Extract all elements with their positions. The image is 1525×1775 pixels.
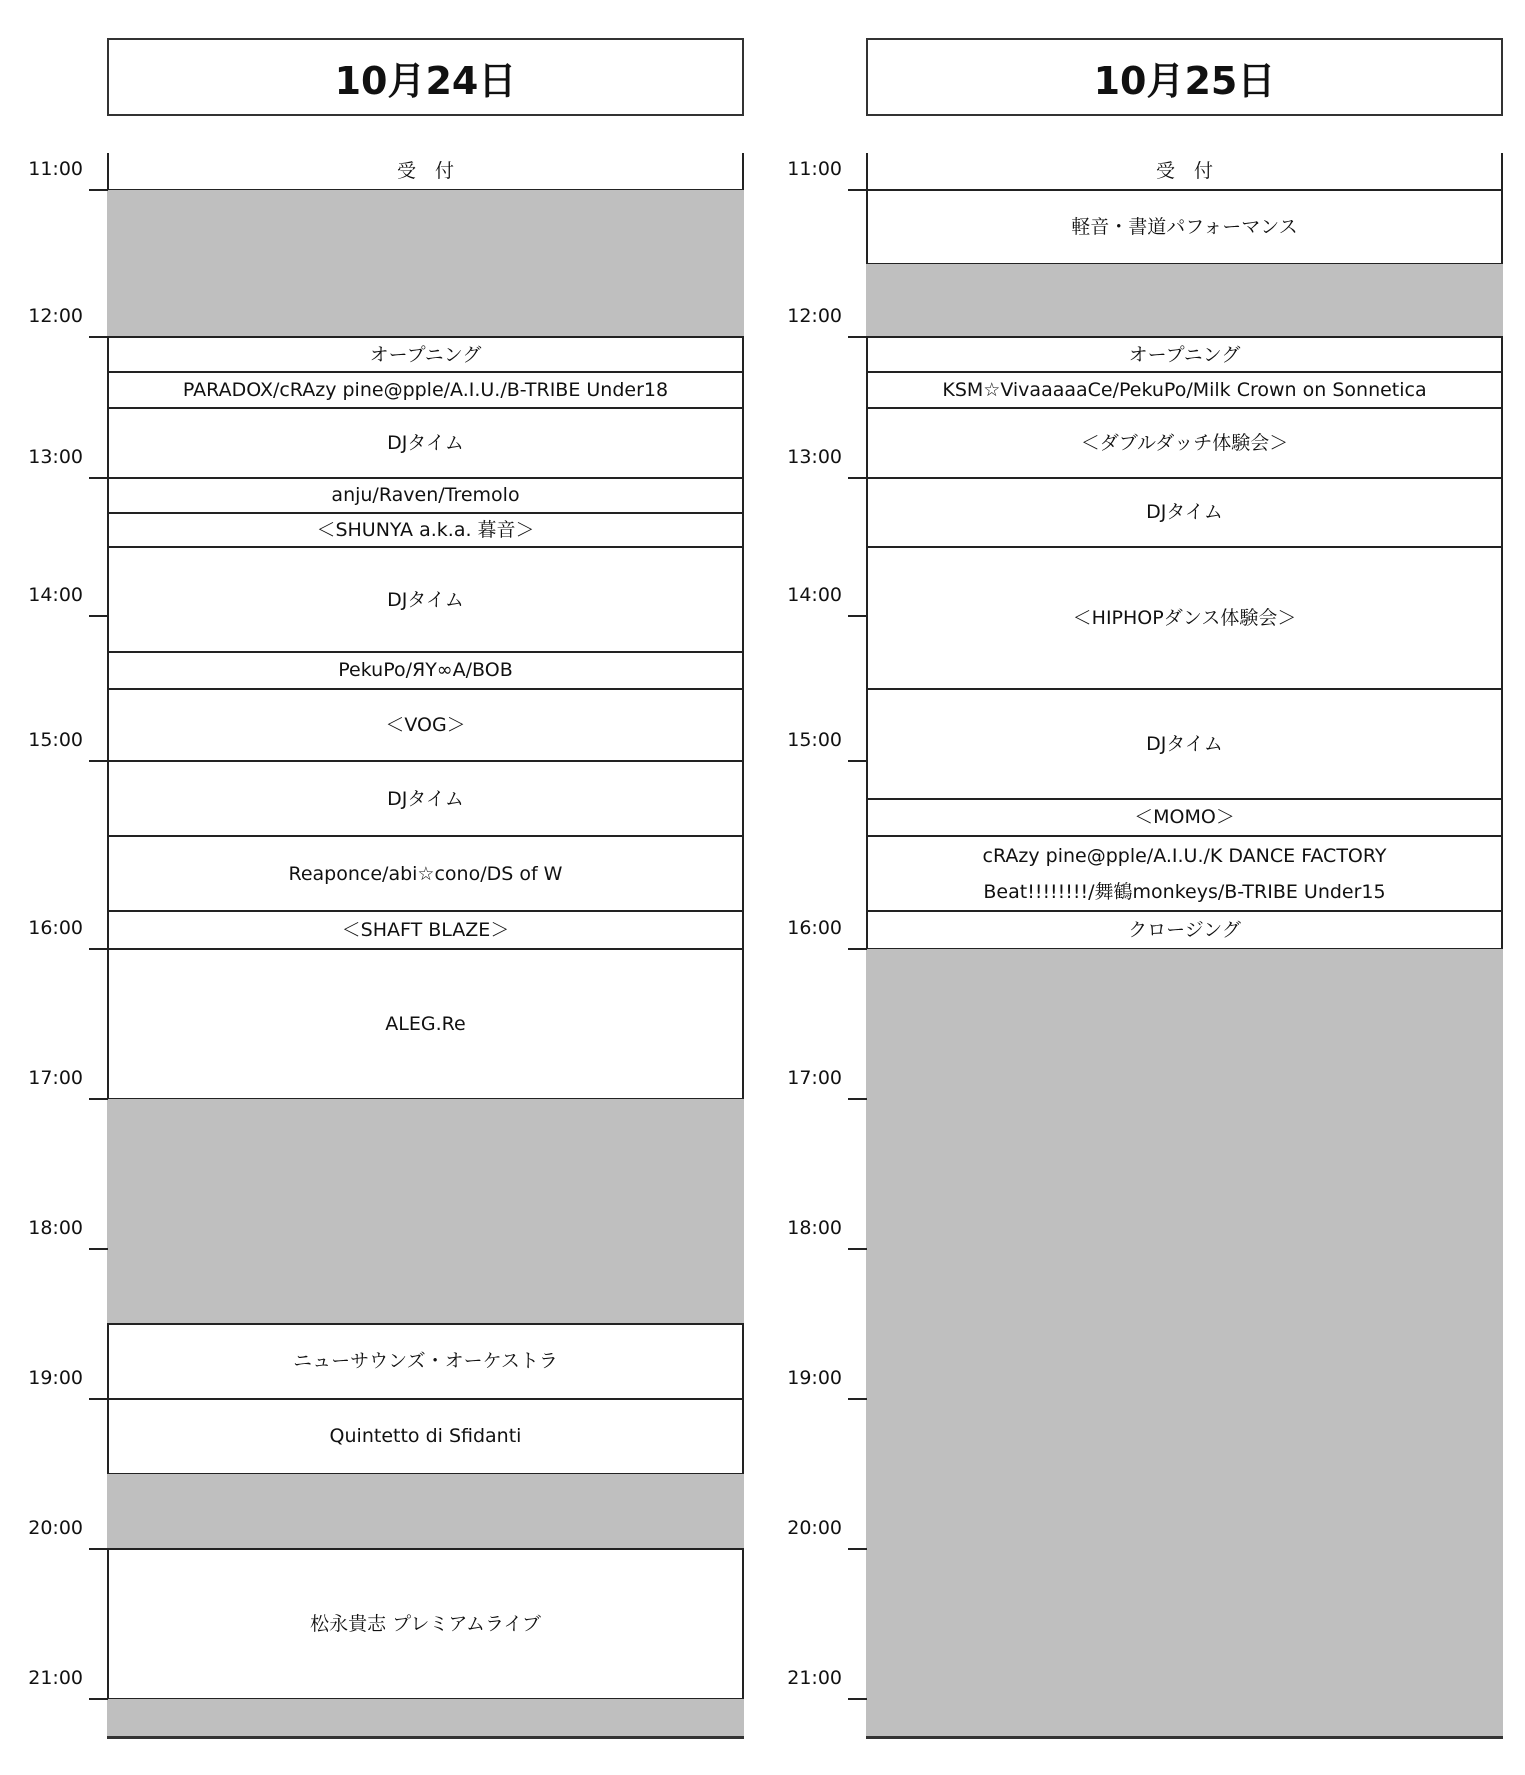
hour-tick [89, 1098, 108, 1100]
hour-label: 15:00 [787, 729, 842, 751]
hour-tick [848, 760, 867, 762]
day-header [866, 38, 1503, 116]
schedule-slot [107, 761, 744, 836]
slot-label: cRAzy pine@pple/A.I.U./K DANCE FACTORY [982, 844, 1387, 867]
unscheduled-slot [107, 1099, 744, 1324]
hour-label: 21:00 [787, 1667, 842, 1689]
hour-label: 21:00 [28, 1667, 83, 1689]
schedule-slot [866, 836, 1503, 911]
hour-tick [848, 948, 867, 950]
slot-label: ALEG.Re [385, 1012, 466, 1035]
schedule-slot [866, 153, 1503, 190]
hour-label: 15:00 [28, 729, 83, 751]
schedule-slot [107, 1324, 744, 1399]
unscheduled-slot [866, 264, 1503, 338]
schedule-slot [866, 408, 1503, 479]
slot-label: PekuPo/ЯY∞A/BOB [338, 659, 513, 682]
hour-label: 13:00 [28, 446, 83, 468]
slot-label: ＜SHAFT BLAZE＞ [341, 919, 510, 942]
hour-label: 17:00 [787, 1067, 842, 1089]
hour-label: 20:00 [28, 1517, 83, 1539]
slot-label: オープニング [1128, 343, 1241, 366]
timeline [866, 153, 1503, 1737]
schedule-slot [107, 1399, 744, 1474]
hour-label: 20:00 [787, 1517, 842, 1539]
slot-label: DJタイム [387, 787, 464, 810]
slot-label: Quintetto di Sfidanti [329, 1425, 522, 1448]
hour-tick [89, 615, 108, 617]
hour-label: 19:00 [787, 1367, 842, 1389]
schedule-slot [107, 478, 744, 513]
hour-label: 11:00 [787, 158, 842, 180]
slot-label: 軽音・書道パフォーマンス [1071, 215, 1298, 238]
slot-label: anju/Raven/Tremolo [331, 484, 520, 507]
hour-tick [89, 1248, 108, 1250]
schedule-slot [107, 513, 744, 548]
unscheduled-slot [107, 1474, 744, 1549]
hour-label: 17:00 [28, 1067, 83, 1089]
schedule-slot [866, 799, 1503, 837]
slot-label: DJタイム [387, 588, 464, 611]
slot-label: クロージング [1128, 919, 1241, 942]
timeline [107, 153, 744, 1737]
schedule-slot [107, 337, 744, 372]
slot-label: ＜HIPHOPダンス体験会＞ [1072, 606, 1297, 629]
slot-label: 受 付 [396, 160, 454, 183]
schedule-slot [107, 1549, 744, 1699]
hour-tick [89, 336, 108, 338]
slot-label: 受 付 [1155, 160, 1213, 183]
schedule-slot [107, 153, 744, 190]
schedule-slot [866, 190, 1503, 264]
slot-label: ＜VOG＞ [385, 713, 466, 736]
timeline-bottom-border [866, 1736, 1503, 1739]
hour-tick [848, 615, 867, 617]
hour-label: 11:00 [28, 158, 83, 180]
hour-tick [89, 948, 108, 950]
hour-tick [89, 1548, 108, 1550]
hour-tick [848, 1098, 867, 1100]
day-title: 10月25日 [1093, 58, 1276, 103]
slot-label: DJタイム [387, 431, 464, 454]
hour-tick [848, 1698, 867, 1700]
schedule-slot [107, 652, 744, 688]
hour-label: 12:00 [787, 305, 842, 327]
hour-label: 18:00 [787, 1217, 842, 1239]
hour-tick [848, 1248, 867, 1250]
schedule-slot [107, 949, 744, 1099]
hour-tick [848, 336, 867, 338]
schedule-slot [866, 911, 1503, 949]
hour-label: 16:00 [28, 917, 83, 939]
hour-tick [89, 189, 108, 191]
unscheduled-slot [107, 1699, 744, 1737]
day-title: 10月24日 [334, 58, 517, 103]
schedule-slot [866, 337, 1503, 372]
slot-label: PARADOX/cRAzy pine@pple/A.I.U./B-TRIBE Under18 [182, 378, 669, 401]
timeline-bottom-border [107, 1736, 744, 1739]
day-header [107, 38, 744, 116]
hour-label: 14:00 [787, 584, 842, 606]
slot-label: ＜ダブルダッチ体験会＞ [1080, 431, 1289, 454]
hour-label: 18:00 [28, 1217, 83, 1239]
schedule-slot [107, 689, 744, 762]
schedule-slot [866, 478, 1503, 547]
schedule-slot [866, 547, 1503, 689]
schedule-slot [107, 836, 744, 911]
hour-tick [89, 760, 108, 762]
hour-tick [848, 477, 867, 479]
unscheduled-slot [866, 949, 1503, 1737]
slot-label: ニューサウンズ・オーケストラ [293, 1350, 558, 1373]
hour-tick [848, 189, 867, 191]
hour-label: 19:00 [28, 1367, 83, 1389]
slot-label: Reaponce/abi☆cono/DS of W [288, 862, 563, 885]
slot-label: DJタイム [1146, 501, 1223, 524]
hour-tick [848, 1548, 867, 1550]
slot-label: オープニング [369, 343, 482, 366]
slot-label: Beat!!!!!!!!/舞鶴monkeys/B-TRIBE Under15 [983, 880, 1386, 903]
slot-label: KSM☆VivaaaaaCe/PekuPo/Milk Crown on Sonnetica [942, 378, 1427, 401]
schedule-slot [107, 911, 744, 949]
hour-label: 16:00 [787, 917, 842, 939]
hour-label: 13:00 [787, 446, 842, 468]
unscheduled-slot [107, 190, 744, 337]
hour-tick [848, 1398, 867, 1400]
hour-label: 12:00 [28, 305, 83, 327]
slot-label: ＜MOMO＞ [1134, 806, 1235, 829]
slot-label: ＜SHUNYA a.k.a. 暮音＞ [316, 518, 535, 541]
hour-tick [89, 477, 108, 479]
schedule-slot [107, 408, 744, 479]
schedule-slot [866, 372, 1503, 407]
schedule-slot [107, 372, 744, 407]
hour-tick [89, 1398, 108, 1400]
slot-label: 松永貴志 プレミアムライブ [310, 1612, 541, 1635]
schedule-slot [866, 689, 1503, 799]
schedule-slot [107, 547, 744, 652]
hour-tick [89, 1698, 108, 1700]
hour-label: 14:00 [28, 584, 83, 606]
slot-label: DJタイム [1146, 732, 1223, 755]
